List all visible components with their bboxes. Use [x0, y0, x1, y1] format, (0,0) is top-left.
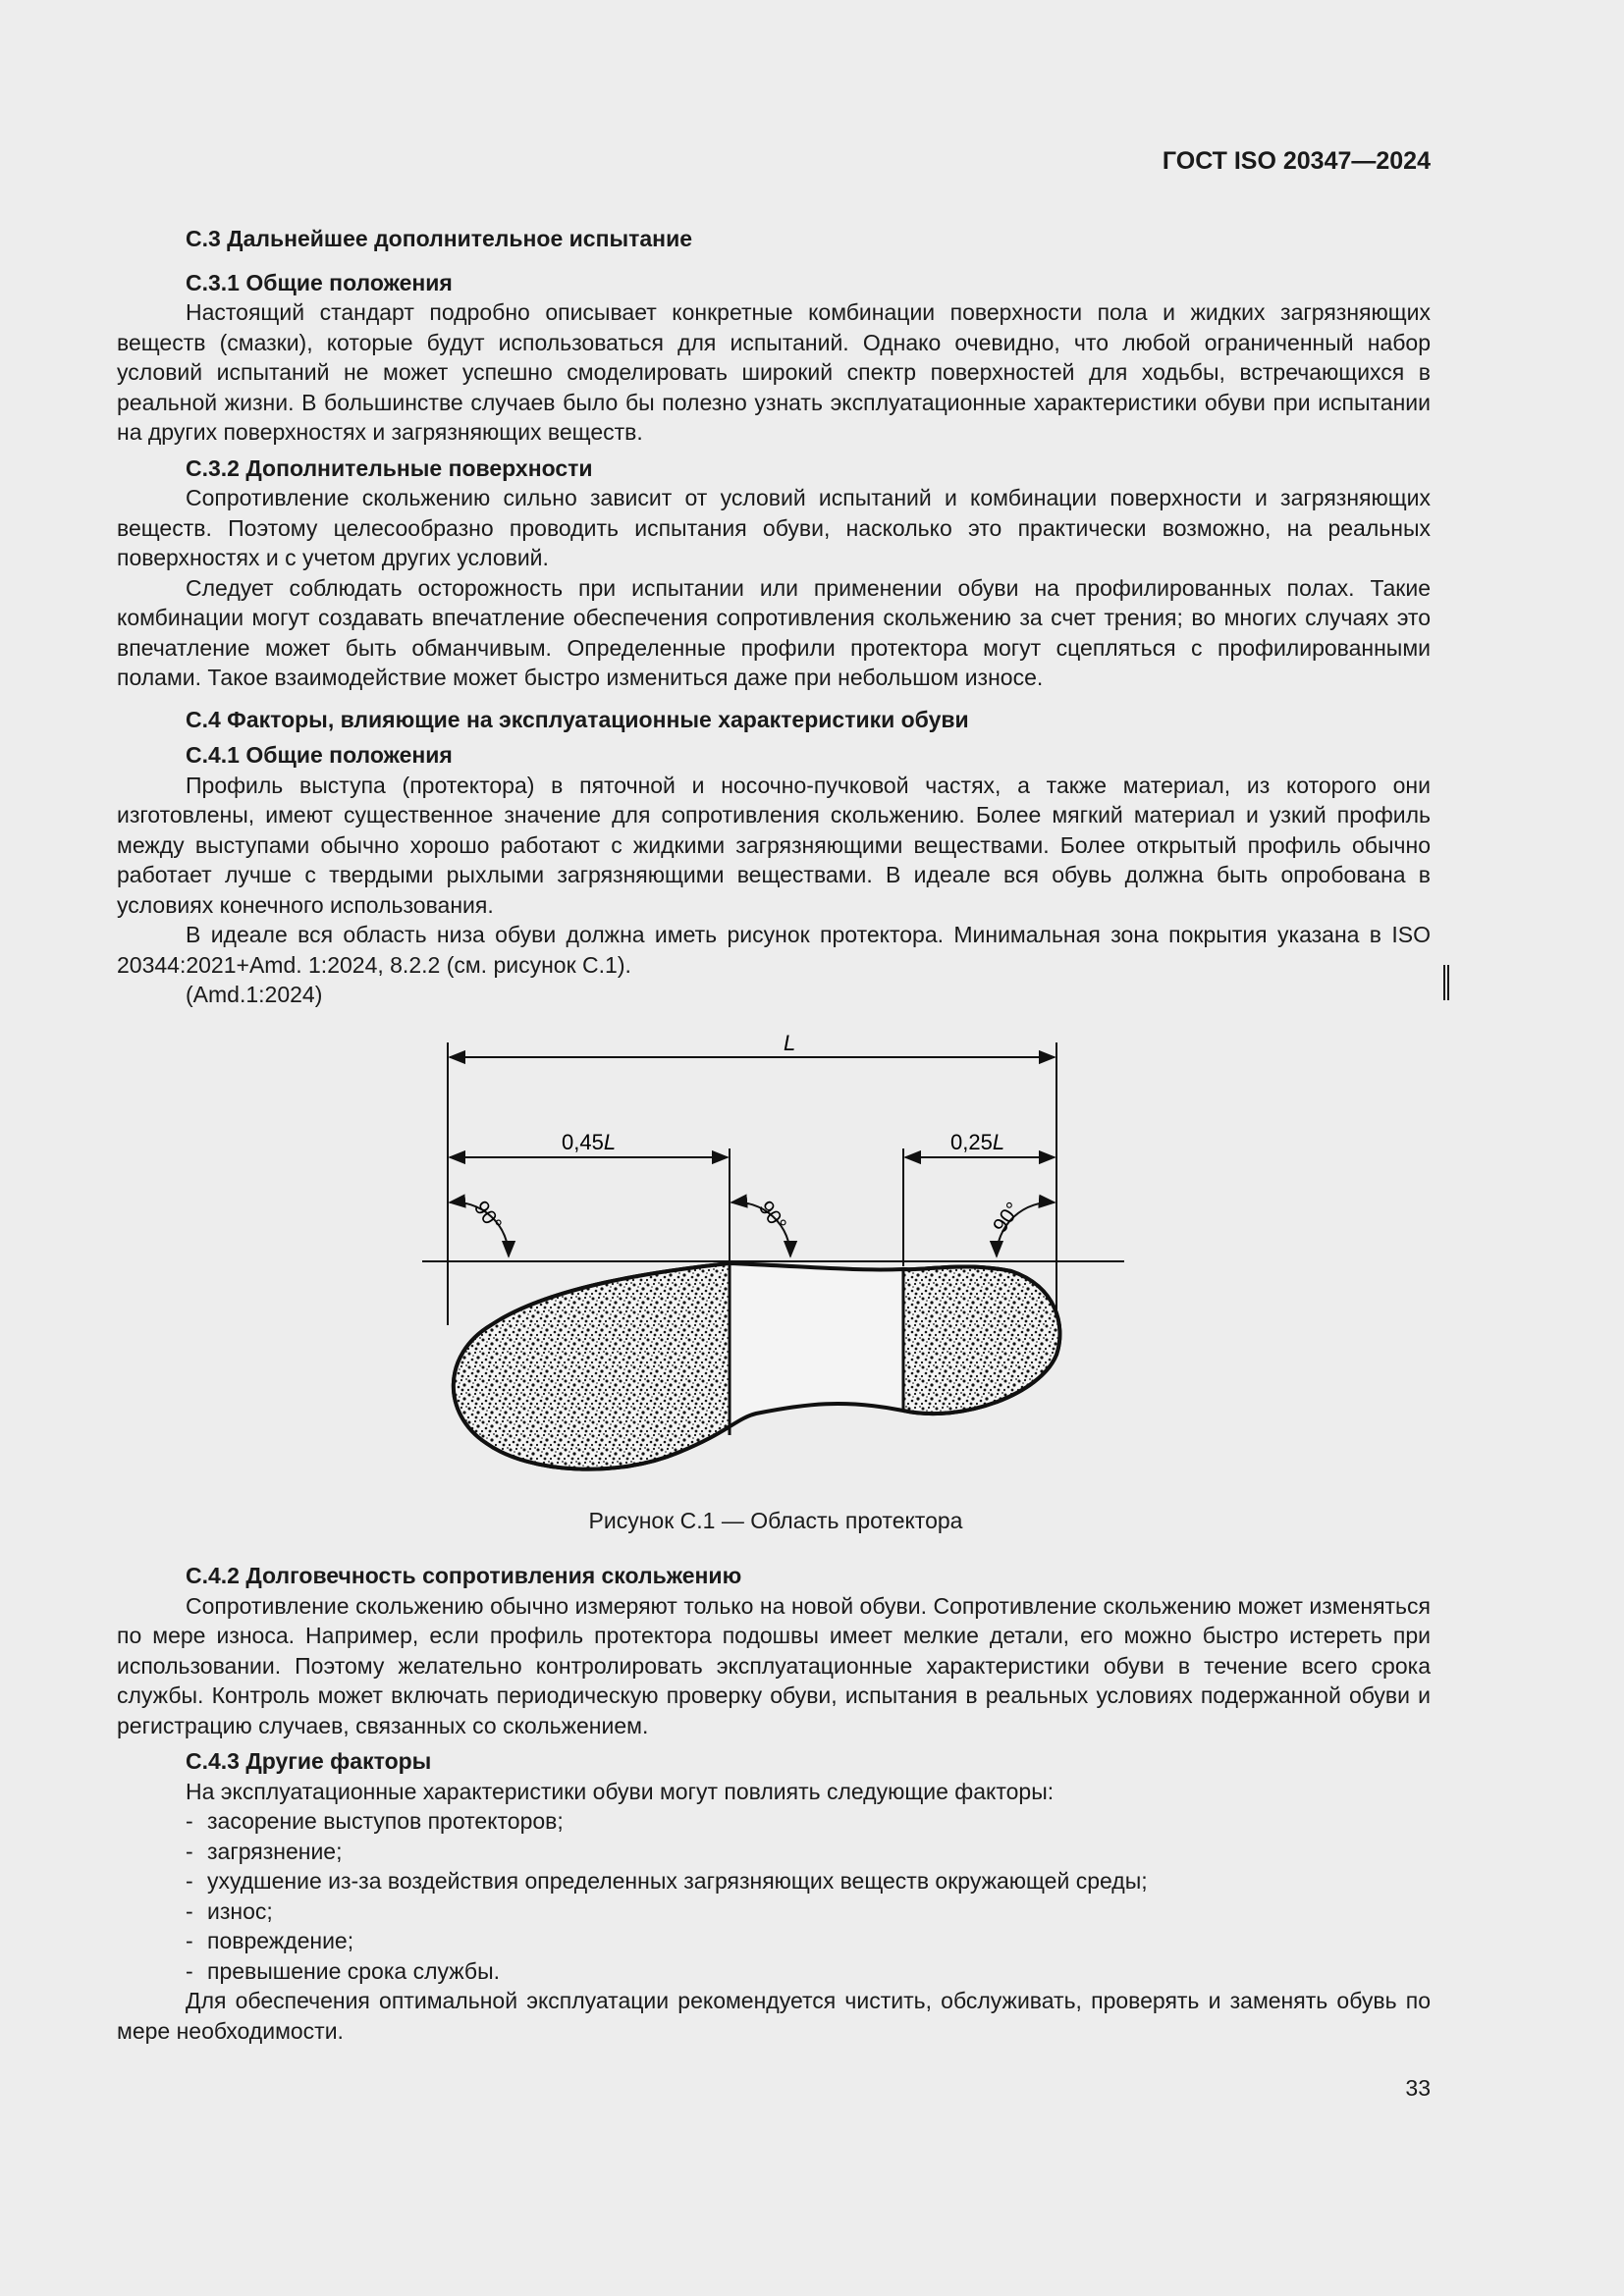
- angle-label-toe: 90°: [988, 1198, 1026, 1237]
- lower-text-block: [117, 1561, 1431, 2046]
- paragraph-c31-1: Настоящий стандарт подробно описывает конкретные комбинации поверхности пола и жидких загрязняющих веществ (смазки), которые будут использоваться для испытаний. Однако очевидно, что любой ограниченный набор условий испытаний не может успешно смоделировать широкий спектр поверхностей для ходьбы, встречающихся в реальной жизни. В большинстве случаев было бы полезно узнать эксплуатационные характеристики обуви при испытании на других поверхностях и загрязняющих веществ.: [117, 299, 1431, 445]
- section-c43-title: С.4.3 Другие факторы: [186, 1748, 432, 1774]
- figure-tread-area: [412, 1021, 1139, 1492]
- paragraph-c32-2: Следует соблюдать осторожность при испытании или применении обуви на профилированных полах. Такие комбинации могут создавать впечатление обеспечения сопротивления скольжению за счет трения; во многих случаях это впечатление может быть обманчивым. Определенные профили протектора могут сцепляться с профилированными полами. Такое взаимодействие может быстро измениться даже при небольшом износе.: [117, 574, 1431, 690]
- list-item: - загрязнение;: [186, 1838, 343, 1864]
- label-025L: 0,25L: [950, 1130, 1005, 1154]
- paragraph-c32-1: Сопротивление скольжению сильно зависит от условий испытаний и комбинации поверхности и загрязняющих веществ. Поэтому целесообразно проводить испытания обуви, насколько это практически возможно, на реальных поверхностях и с учетом других условий.: [117, 485, 1431, 570]
- list-item: - износ;: [186, 1897, 273, 1924]
- section-c3-title: С.3 Дальнейшее дополнительное испытание: [186, 226, 693, 251]
- paragraph-c41-1: Профиль выступа (протектора) в пяточной и носочно-пучковой частях, а также материал, из которого они изготовлены, имеют существенное значение для сопротивления скольжению. Более мягкий материал и узкий профиль между выступами обычно хорошо работают с жидкими загрязняющими веществами. Более открытый профиль обычно работает лучше с твердыми рыхлыми загрязняющими веществами. В идеале вся обувь должна быть опробована в условиях конечного использования.: [117, 772, 1431, 918]
- label-L: L: [784, 1031, 796, 1055]
- angle-label-heel: 90°: [469, 1197, 507, 1236]
- tread-diagram: [412, 1021, 1139, 1492]
- list-item: - засорение выступов протекторов;: [186, 1808, 564, 1834]
- section-c4-title: С.4 Факторы, влияющие на эксплуатационные характеристики обуви: [186, 706, 969, 732]
- page-number: 33: [1405, 2075, 1431, 2101]
- angle-label-045: 90°: [754, 1197, 791, 1236]
- section-c41-title: С.4.1 Общие положения: [186, 742, 453, 768]
- section-c32-title: С.3.2 Дополнительные поверхности: [186, 454, 593, 481]
- label-045L: 0,45L: [562, 1130, 617, 1154]
- paragraph-c41-2: В идеале вся область низа обуви должна иметь рисунок протектора. Минимальная зона покрытия указана в ISO 20344:2021+Amd. 1:2024, 8.2.2 (см. рисунок С.1).: [117, 922, 1431, 978]
- paragraph-c42-1: Сопротивление скольжению обычно измеряют только на новой обуви. Сопротивление скольжению может изменяться по мере износа. Например, если профиль протектора подошвы имеет мелкие детали, его можно быстро истереть при использовании. Поэтому желательно контролировать эксплуатационные характеристики обуви в течение всего срока службы. Контроль может включать периодическую проверку обуви, испытания в реальных условиях подержанной обуви и регистрацию случаев, связанных со скольжением.: [117, 1592, 1431, 1738]
- section-c42-title: С.4.2 Долговечность сопротивления скольжению: [186, 1563, 742, 1588]
- list-item: - повреждение;: [186, 1928, 354, 1953]
- section-c31-title: С.3.1 Общие положения: [186, 269, 453, 295]
- list-item: - ухудшение из-за воздействия определенных загрязняющих веществ окружающей среды;: [186, 1868, 1148, 1894]
- document-code: ГОСТ ISO 20347—2024: [1162, 147, 1431, 175]
- change-bar-marker: [1443, 965, 1449, 1000]
- figure-caption: Рисунок С.1 — Область протектора: [588, 1508, 963, 1533]
- paragraph-c43-intro: На эксплуатационные характеристики обуви могут повлиять следующие факторы:: [186, 1778, 1055, 1804]
- upper-text-block: [117, 224, 1431, 1010]
- list-item: - превышение срока службы.: [186, 1957, 501, 1984]
- paragraph-c43-outro: Для обеспечения оптимальной эксплуатации рекомендуется чистить, обслуживать, проверять и заменять обувь по мере необходимости.: [117, 1988, 1431, 2044]
- amendment-note: (Amd.1:2024): [186, 982, 323, 1007]
